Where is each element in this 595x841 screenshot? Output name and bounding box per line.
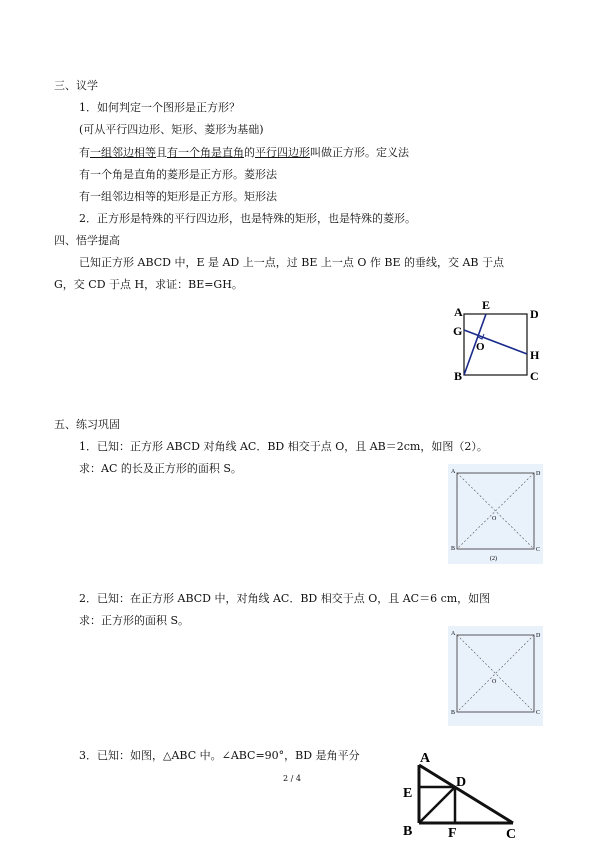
figure-caption: (2) <box>490 556 497 562</box>
label-h: H <box>530 348 540 362</box>
label-d: D <box>536 471 541 477</box>
definition-underlined-right-angle: 有一个角是直角 <box>167 146 244 159</box>
exercise-1-line-2: 求：AC 的长及正方形的面积 S。 <box>79 462 242 475</box>
label-c: C <box>536 547 541 553</box>
square-diagonals-figure-2 <box>448 464 543 564</box>
definition-part: 叫做正方形。定义法 <box>310 146 409 159</box>
label-g: G <box>453 324 463 338</box>
label-c: C <box>506 827 517 841</box>
definition-part: 有 <box>79 146 90 159</box>
exercise-2-line-1: 2．已知：在正方形 ABCD 中，对角线 AC．BD 相交于点 O，且 AC＝6 cm，如图 <box>79 592 491 605</box>
label-o: O <box>492 516 497 522</box>
problem-line-2: G，交 CD 于点 H，求证：BE=GH。 <box>54 278 243 291</box>
exercise-2-line-2: 求：正方形的面积 S。 <box>79 614 190 627</box>
label-f: F <box>448 826 457 841</box>
exercise-3-line-1: 3．已知：如图，△ABC 中。∠ABC=90°，BD 是角平分 <box>79 749 360 762</box>
section4-heading: 四、悟学提高 <box>54 234 120 247</box>
definition-underlined-parallelogram: 平行四边形 <box>255 146 310 159</box>
page-number: 2 / 4 <box>283 774 301 783</box>
label-b: B <box>403 824 413 839</box>
square-diagonals-figure-3 <box>448 626 543 726</box>
label-b: B <box>451 546 456 552</box>
label-c: C <box>536 710 541 716</box>
label-d: D <box>456 775 467 790</box>
square-abcd <box>464 314 527 375</box>
rectangle-method: 有一组邻边相等的矩形是正方形。矩形法 <box>79 190 277 203</box>
section3-heading: 三、议学 <box>54 79 98 92</box>
definition-line <box>79 146 409 160</box>
label-b: B <box>451 710 456 716</box>
section5-heading: 五、练习巩固 <box>54 418 120 431</box>
label-a: A <box>451 469 456 475</box>
label-e: E <box>482 298 491 312</box>
question-2: 2．正方形是特殊的平行四边形，也是特殊的矩形，也是特殊的菱形。 <box>79 212 416 225</box>
label-o: O <box>492 679 497 685</box>
label-a: A <box>454 305 463 319</box>
label-d: D <box>530 307 539 321</box>
question-1-note: (可从平行四边形、矩形、菱形为基础) <box>79 123 264 136</box>
definition-part: 的 <box>244 146 255 159</box>
label-c: C <box>530 369 539 383</box>
definition-underlined-adjacent-sides: 一组邻边相等 <box>90 146 156 159</box>
label-e: E <box>403 786 413 801</box>
label-d: D <box>536 633 541 639</box>
label-a: A <box>420 751 431 766</box>
figure-background <box>448 626 543 726</box>
definition-part: 且 <box>156 146 167 159</box>
label-b: B <box>454 369 463 383</box>
triangle-abc-figure <box>398 748 530 841</box>
exercise-1-line-1: 1．已知：正方形 ABCD 对角线 AC．BD 相交于点 O，且 AB＝2cm，如图（2）。 <box>79 440 488 453</box>
label-a: A <box>451 631 456 637</box>
label-o: O <box>476 341 485 353</box>
rhombus-method: 有一个角是直角的菱形是正方形。菱形法 <box>79 168 277 181</box>
side-ac <box>419 765 513 823</box>
question-1: 1．如何判定一个图形是正方形？ <box>79 101 240 114</box>
segment-bd <box>419 787 455 823</box>
problem-line-1: 已知正方形 ABCD 中，E 是 AD 上一点，过 BE 上一点 O 作 BE 的垂线，交 AB 于点 <box>79 256 504 269</box>
square-gh-figure <box>448 296 543 384</box>
